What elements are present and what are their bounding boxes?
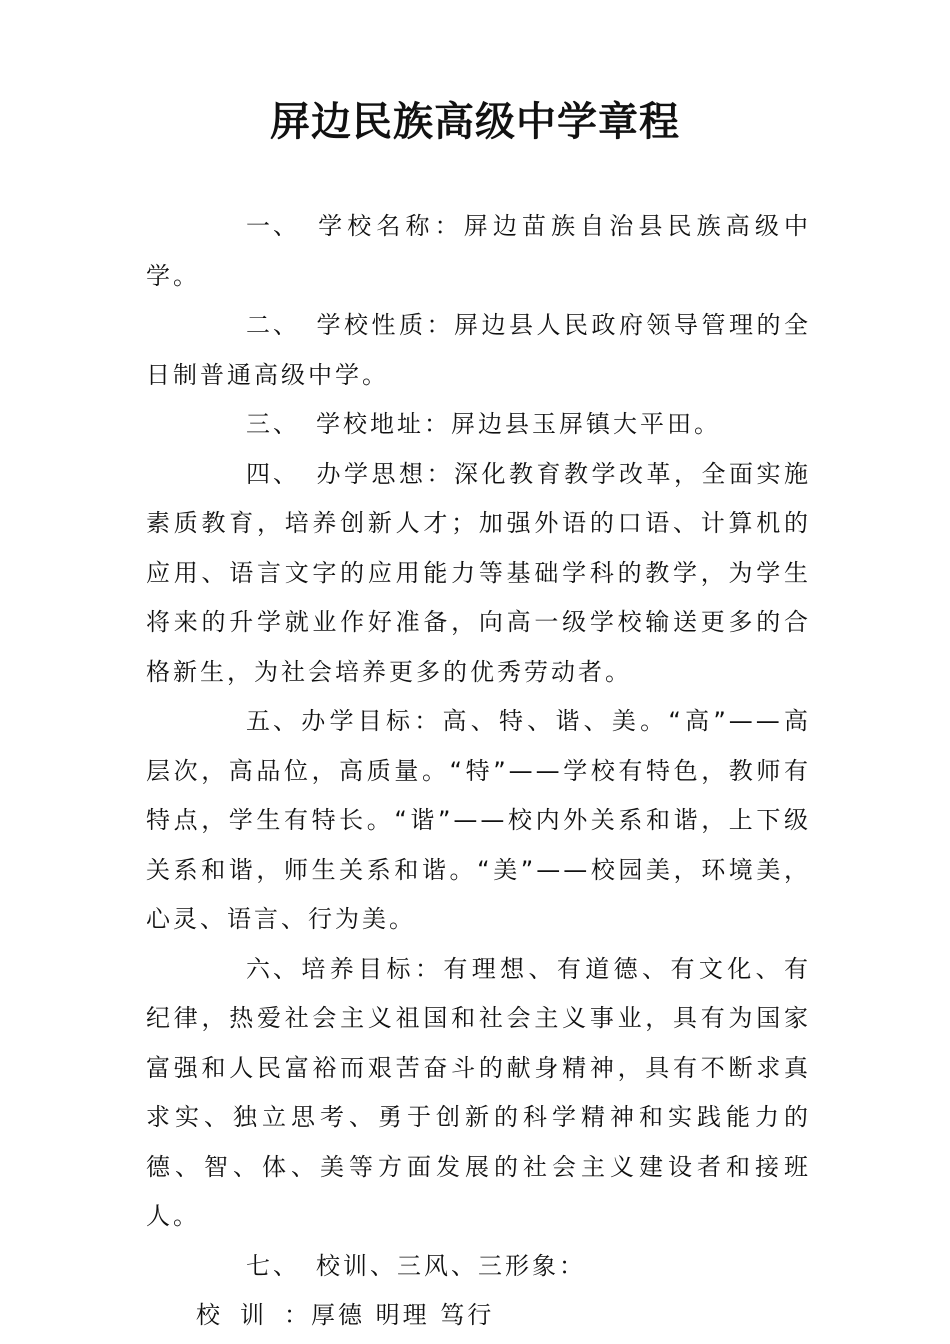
section-label: 学校性质： [316, 311, 454, 339]
section-1 [146, 202, 811, 301]
section-label: 办学思想： [316, 459, 454, 488]
section-number: 三、 [246, 410, 300, 438]
section-4 [146, 450, 811, 698]
section-7 [146, 1242, 811, 1292]
section-2 [146, 301, 811, 400]
section-3 [146, 400, 811, 450]
section-5 [146, 697, 811, 945]
section-text: 高、特、谐、美。“高”——高层次，高品位，高质量。“特”——学校有特色，教师有特点，学生有特长。“谐”——校内外关系和谐，上下级关系和谐，师生关系和谐。“美”——校园美，环境美，心灵、语言、行为美。 [146, 707, 812, 933]
section-number: 六、 [246, 954, 300, 983]
section-text: 屏边苗族自治县民族高级中学。 [146, 212, 812, 290]
section-number: 二、 [246, 311, 300, 339]
section-number: 五、 [246, 707, 300, 735]
section-text: 有理想、有道德、有文化、有纪律，热爱社会主义祖国和社会主义事业，具有为国家富强和人民富裕而艰苦奋斗的献身精神，具有不断求真求实、独立思考、勇于创新的科学精神和实践能力的德、智、体、美等方面发展的社会主义建设者和接班人。 [146, 954, 812, 1230]
section-text: 屏边县人民政府领导管理的全日制普通高级中学。 [146, 311, 811, 389]
section-6 [146, 945, 811, 1242]
section-label: 学校地址： [316, 410, 451, 438]
section-label: 校训、三风、三形象： [316, 1251, 586, 1280]
section-text: 屏边县玉屏镇大平田。 [451, 410, 721, 438]
motto-key: 校训 [196, 1301, 284, 1329]
section-label: 学校名称： [316, 212, 464, 240]
document-body [146, 202, 811, 1341]
section-label: 培养目标： [300, 954, 444, 983]
section-text: 深化教育教学改革，全面实施素质教育，培养创新人才；加强外语的口语、计算机的应用、语言文字的应用能力等基础学科的教学，为学生将来的升学就业作好准备，向高一级学校输送更多的合格新生，为社会培养更多的优秀劳动者。 [146, 459, 811, 686]
document-title: 屏边民族高级中学章程 [270, 98, 680, 145]
section-number: 四、 [246, 459, 300, 488]
section-label: 办学目标： [300, 707, 443, 735]
school-motto [146, 1291, 811, 1341]
section-number: 一、 [246, 212, 300, 240]
section-number: 七、 [246, 1251, 300, 1280]
motto-text: ：厚德 明理 笃行 [284, 1301, 495, 1329]
